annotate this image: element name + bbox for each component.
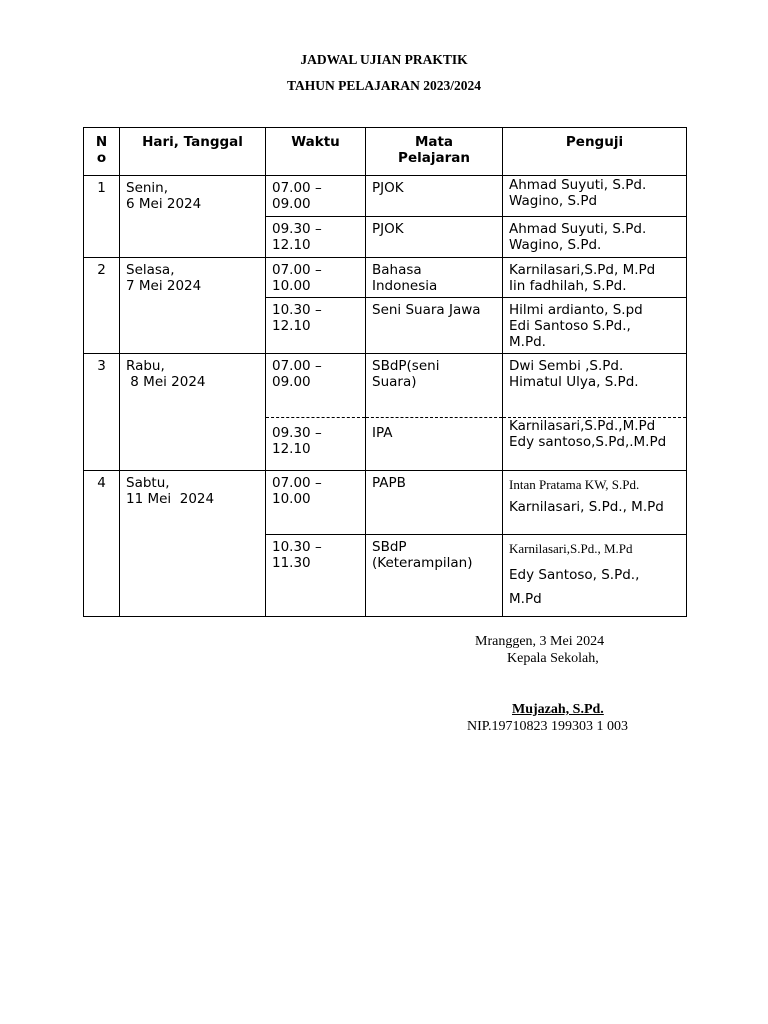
header-day: Hari, Tanggal	[120, 128, 266, 176]
session-examiners: Hilmi ardianto, S.pd Edi Santoso S.Pd., M.Pd.	[503, 298, 687, 354]
session-subject: Bahasa Indonesia	[366, 258, 503, 298]
signature-name: Mujazah, S.Pd.	[512, 702, 604, 717]
session-time: 07.00 – 09.00	[266, 354, 366, 418]
examiner-name: Karnilasari, S.Pd., M.Pd	[509, 499, 664, 515]
session-time: 10.30 – 11.30	[266, 535, 366, 617]
row-day: Selasa, 7 Mei 2024	[120, 258, 266, 354]
session-time: 09.30 – 12.10	[266, 418, 366, 471]
table-row	[84, 354, 687, 418]
examiner-name: Karnilasari,S.Pd., M.Pd	[509, 541, 633, 556]
session-examiners: Karnilasari,S.Pd.,M.Pd Edy santoso,S.Pd,.M.Pd	[503, 418, 687, 471]
row-number: 3	[84, 354, 120, 471]
session-examiners	[503, 535, 687, 617]
session-subject: Seni Suara Jawa	[366, 298, 503, 354]
row-number: 2	[84, 258, 120, 354]
row-number: 4	[84, 471, 120, 617]
row-day: Senin, 6 Mei 2024	[120, 176, 266, 258]
signature-nip: NIP.19710823 199303 1 003	[467, 719, 629, 734]
session-subject: PAPB	[366, 471, 503, 535]
row-day: Rabu, 8 Mei 2024	[120, 354, 266, 471]
session-time: 07.00 – 10.00	[266, 258, 366, 298]
row-day: Sabtu, 11 Mei 2024	[120, 471, 266, 617]
header-row	[84, 128, 687, 176]
row-number: 1	[84, 176, 120, 258]
signature-place-date: Mranggen, 3 Mei 2024	[475, 634, 605, 649]
examiner-name: Edy Santoso, S.Pd., M.Pd	[509, 567, 640, 607]
header-no: N o	[84, 128, 120, 176]
signature-role: Kepala Sekolah,	[507, 651, 599, 666]
session-subject: PJOK	[366, 217, 503, 258]
examiner-name: Intan Pratama KW, S.Pd.	[509, 477, 640, 492]
table-row	[84, 176, 687, 217]
session-examiners: Ahmad Suyuti, S.Pd. Wagino, S.Pd.	[503, 217, 687, 258]
document-title: JADWAL UJIAN PRAKTIK	[300, 52, 468, 67]
header-examiner: Penguji	[503, 128, 687, 176]
session-time: 10.30 – 12.10	[266, 298, 366, 354]
session-examiners: Dwi Sembi ,S.Pd. Himatul Ulya, S.Pd.	[503, 354, 687, 418]
session-examiners: Karnilasari,S.Pd, M.Pd Iin fadhilah, S.Pd.	[503, 258, 687, 298]
session-subject: IPA	[366, 418, 503, 471]
table-row	[84, 471, 687, 535]
session-time: 07.00 – 09.00	[266, 176, 366, 217]
session-time: 09.30 – 12.10	[266, 217, 366, 258]
session-subject: SBdP(seni Suara)	[366, 354, 503, 418]
header-subject: Mata Pelajaran	[366, 128, 503, 176]
session-examiners: Ahmad Suyuti, S.Pd. Wagino, S.Pd	[503, 176, 687, 217]
table-row	[84, 258, 687, 298]
document-subtitle: TAHUN PELAJARAN 2023/2024	[286, 78, 481, 93]
session-examiners	[503, 471, 687, 535]
schedule-table	[83, 127, 687, 617]
session-subject: SBdP (Keterampilan)	[366, 535, 503, 617]
session-subject: PJOK	[366, 176, 503, 217]
session-time: 07.00 – 10.00	[266, 471, 366, 535]
header-time: Waktu	[266, 128, 366, 176]
